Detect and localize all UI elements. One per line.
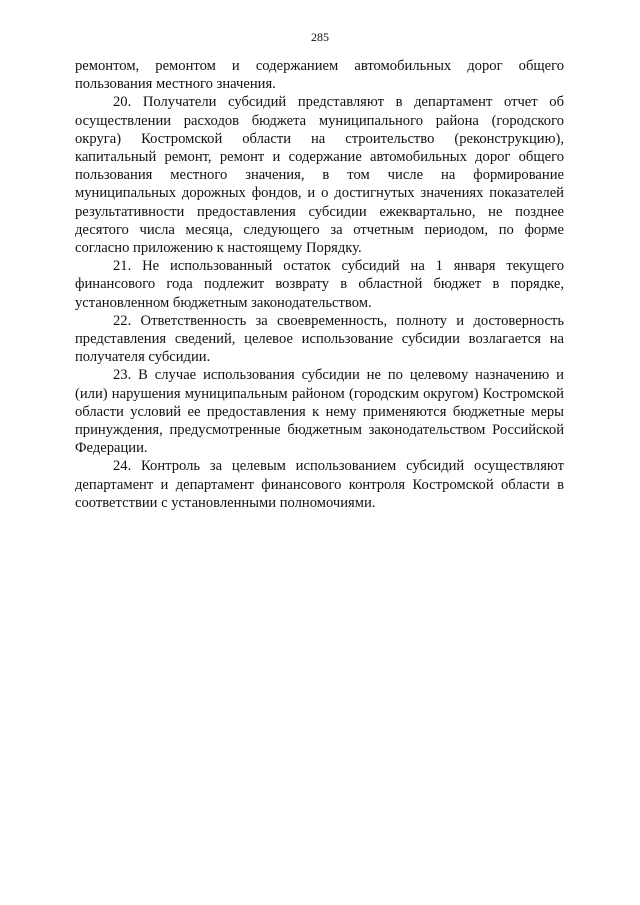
paragraph-20: 20. Получатели субсидий представляют в департамент отчет об осуществлении расходов бюджета муниципального района (городского округа) Костромской области на строительство (реконструкцию), капитальный ремонт, ремонт и содержание автомобильных дорог общего пользования местного значения, в том числе на формирование муниципальных дорожных фондов, и о достигнутых значениях показателей результативности предоставления субсидии ежеквартально, не позднее десятого числа месяца, следующего за отчетным периодом, по форме согласно приложению к настоящему Порядку. <box>75 94 564 257</box>
paragraph-continuation: ремонтом, ремонтом и содержанием автомобильных дорог общего пользования местного значения. <box>75 58 564 93</box>
paragraph-23: 23. В случае использования субсидии не по целевому назначению и (или) нарушения муниципальным районом (городским округом) Костромской области условий ее предоставления к нему применяются бюджетные меры принуждения, предусмотренные бюджетным законодательством Российской Федерации. <box>75 367 564 457</box>
paragraph-22: 22. Ответственность за своевременность, полноту и достоверность представления сведений, целевое использование субсидии возлагается на получателя субсидии. <box>75 312 564 366</box>
paragraph-24: 24. Контроль за целевым использованием субсидий осуществляют департамент и департамент финансового контроля Костромской области в соответствии с установленными полномочиями. <box>75 458 564 511</box>
document-body <box>75 57 564 512</box>
page-number: 285 <box>311 30 329 44</box>
paragraph-21: 21. Не использованный остаток субсидий на 1 января текущего финансового года подлежит возврату в областной бюджет в порядке, установленном бюджетным законодательством. <box>75 258 564 311</box>
